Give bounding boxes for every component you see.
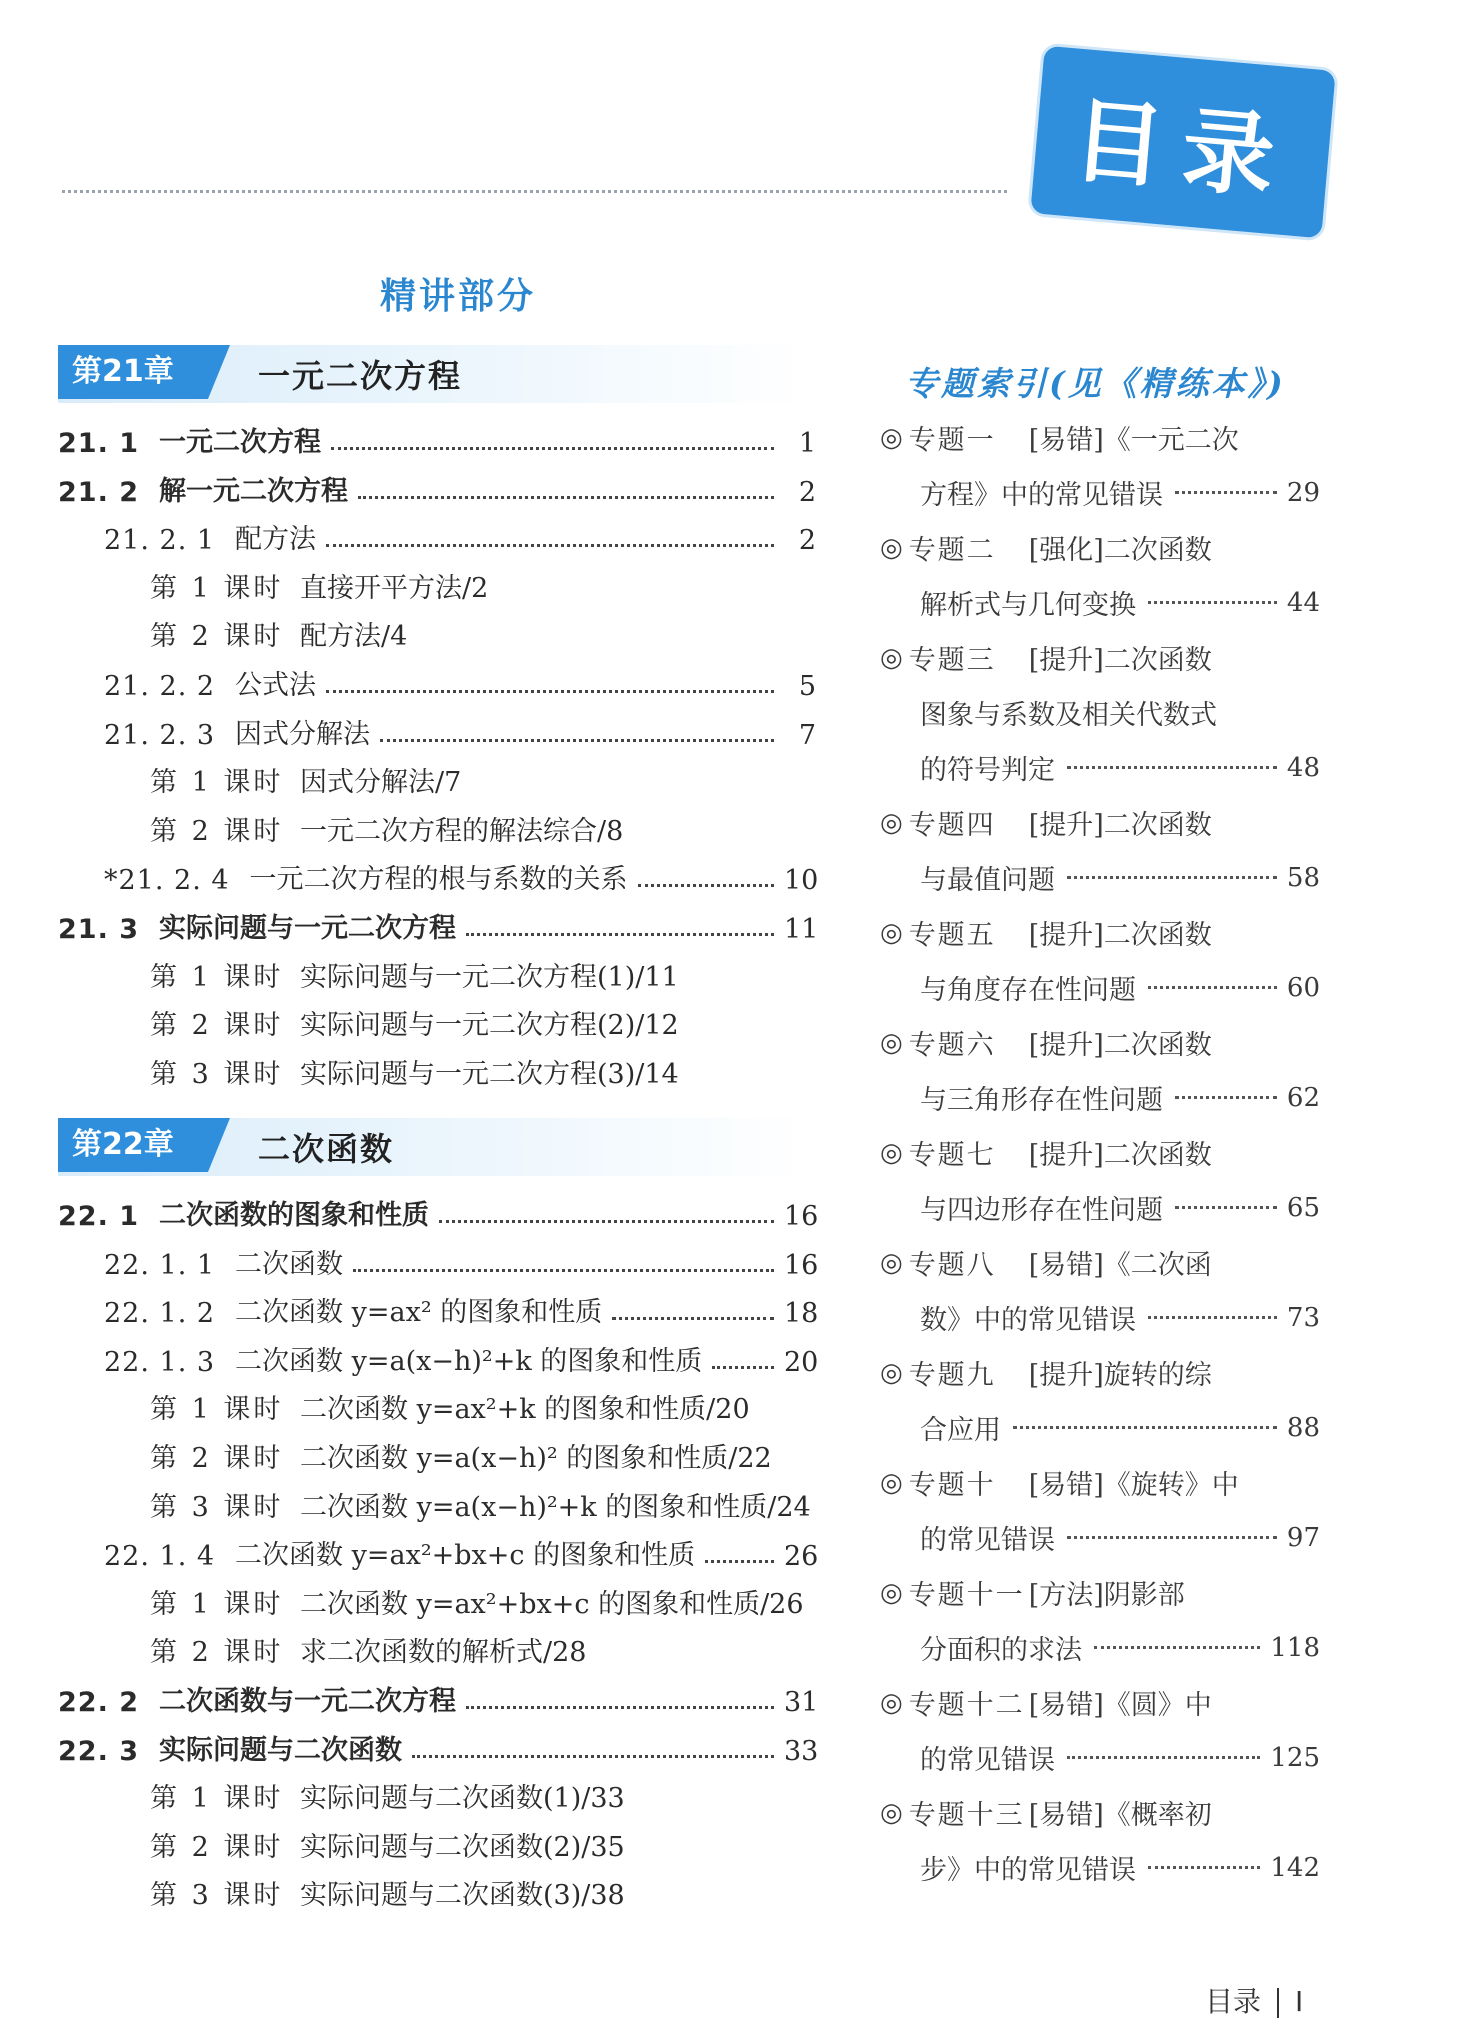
topic-page-number: 73	[1286, 1302, 1320, 1333]
toc-subsection-entry[interactable]	[104, 1283, 819, 1330]
entry-number: *21. 2. 4	[104, 865, 230, 897]
entry-number: 22. 1. 1	[104, 1249, 216, 1281]
lesson-title: 直接开平方法/2	[300, 572, 489, 604]
toc-lesson-entry[interactable]	[150, 1623, 850, 1669]
topic-title-line: [提升]二次函数	[1028, 1030, 1212, 1061]
topic-label: 专题六	[908, 1030, 996, 1061]
topic-page-number: 88	[1286, 1412, 1320, 1443]
toc-section-entry[interactable]	[58, 413, 816, 459]
topic-label: 专题五	[908, 920, 996, 951]
chapter-badge-slant	[208, 345, 230, 399]
lesson-label: 第 1 课时	[150, 767, 284, 799]
entry-title: 二次函数的图象和性质	[159, 1200, 430, 1231]
chapter-title: 二次函数	[258, 1130, 395, 1168]
dot-leader	[1067, 876, 1277, 879]
topic-title-line: [易错]《圆》中	[1028, 1690, 1212, 1721]
topic-title-line: [强化]二次函数	[1028, 535, 1212, 566]
lesson-label: 第 3 课时	[150, 1491, 284, 1523]
topic-page-number: 142	[1270, 1852, 1320, 1883]
entry-title: 二次函数与一元二次方程	[159, 1686, 457, 1717]
dot-leader	[1013, 1426, 1277, 1429]
topic-index-item[interactable]	[880, 1345, 1320, 1455]
entry-page-number: 2	[798, 476, 816, 508]
toc-subsection-entry[interactable]	[104, 705, 816, 751]
dot-leader	[705, 1560, 774, 1563]
topic-page-number: 44	[1286, 587, 1320, 618]
chapter-badge-slant	[208, 1118, 230, 1172]
lesson-label: 第 2 课时	[150, 621, 284, 653]
dot-leader	[1148, 1316, 1277, 1319]
entry-page-number: 18	[784, 1298, 819, 1330]
entry-page-number: 7	[798, 719, 816, 751]
toc-subsection-entry[interactable]	[104, 850, 819, 897]
topic-title-line: [易错]《一元二次	[1028, 425, 1239, 456]
dot-leader	[1148, 1866, 1260, 1869]
topic-title-line: 的常见错误	[920, 1525, 1055, 1556]
lesson-label: 第 3 课时	[150, 1058, 284, 1090]
entry-number: 22. 2	[58, 1687, 140, 1718]
entry-title: 公式法	[235, 670, 317, 701]
lesson-label: 第 1 课时	[150, 1588, 284, 1620]
topic-page-number: 48	[1286, 752, 1320, 783]
dot-leader	[439, 1220, 774, 1223]
topic-label: 专题八	[908, 1250, 996, 1281]
topic-page-number: 58	[1286, 862, 1320, 893]
lesson-label: 第 2 课时	[150, 1831, 284, 1863]
topic-page-number: 65	[1286, 1192, 1320, 1223]
entry-title: 配方法	[235, 524, 317, 556]
dot-leader	[612, 1317, 774, 1320]
bullet-icon: ◎	[880, 1577, 903, 1608]
bullet-icon: ◎	[880, 422, 903, 453]
footer-separator	[1277, 1988, 1279, 2018]
toc-lesson-entry[interactable]	[150, 1866, 850, 1912]
page-footer	[1205, 1980, 1303, 2020]
bullet-icon: ◎	[880, 1467, 903, 1498]
dot-leader	[1175, 1096, 1277, 1099]
dot-leader	[1067, 1756, 1260, 1759]
dot-leader	[466, 933, 774, 936]
topic-title-line: [提升]二次函数	[1028, 645, 1212, 676]
lesson-label: 第 2 课时	[150, 1637, 284, 1669]
chapter-title: 一元二次方程	[258, 357, 463, 395]
entry-number: 21. 2. 1	[104, 525, 216, 557]
topic-index	[880, 410, 1320, 1895]
entry-number: 21. 2. 3	[104, 719, 216, 751]
chapter-badge: 第21章	[58, 345, 208, 399]
entry-title: 一元二次方程	[159, 427, 322, 458]
entry-number: 21. 3	[58, 914, 140, 945]
topic-label: 专题四	[908, 810, 996, 841]
lesson-title: 实际问题与一元二次方程(1)/11	[300, 961, 679, 993]
topic-label: 专题二	[908, 535, 996, 566]
entry-title: 实际问题与一元二次方程	[159, 913, 457, 944]
entry-page-number: 16	[784, 1201, 819, 1232]
topic-index-item[interactable]	[880, 1235, 1320, 1345]
entry-page-number: 5	[798, 671, 816, 702]
entry-title: 二次函数	[235, 1248, 344, 1280]
lesson-title: 实际问题与二次函数(2)/35	[300, 1831, 625, 1863]
bullet-icon: ◎	[880, 1687, 903, 1718]
topic-title-line: [方法]阴影部	[1028, 1580, 1185, 1611]
toc-lesson-entry[interactable]	[150, 1429, 850, 1475]
lesson-title: 实际问题与一元二次方程(3)/14	[300, 1058, 679, 1090]
topic-label: 专题三	[908, 645, 996, 676]
entry-page-number: 10	[784, 865, 819, 897]
topic-title-line: 合应用	[920, 1415, 1001, 1446]
entry-number: 22. 1. 2	[104, 1298, 216, 1330]
topic-index-title: 专题索引(见《精练本》)	[905, 364, 1286, 403]
toc-lesson-entry[interactable]	[150, 1478, 850, 1524]
bullet-icon: ◎	[880, 1027, 903, 1058]
topic-index-item[interactable]	[880, 1455, 1320, 1565]
topic-title-line: [提升]二次函数	[1028, 810, 1212, 841]
bullet-icon: ◎	[880, 917, 903, 948]
dot-leader	[358, 496, 774, 499]
entry-number: 22. 3	[58, 1735, 140, 1767]
chapter-header	[58, 345, 810, 403]
toc-subsection-entry[interactable]	[104, 1332, 819, 1378]
toc-lesson-entry[interactable]	[150, 1380, 850, 1426]
toc-lesson-entry[interactable]	[150, 996, 850, 1042]
lesson-title: 实际问题与二次函数(1)/33	[300, 1783, 625, 1815]
topic-index-item[interactable]	[880, 520, 1320, 630]
lesson-label: 第 2 课时	[150, 815, 284, 847]
topic-index-item[interactable]	[880, 795, 1320, 905]
entry-number: 22. 1. 3	[104, 1346, 216, 1378]
topic-title-line: [提升]旋转的综	[1028, 1360, 1212, 1391]
entry-page-number: 20	[784, 1346, 819, 1378]
topic-index-item[interactable]	[880, 1125, 1320, 1235]
topic-index-item[interactable]	[880, 905, 1320, 1015]
bullet-icon: ◎	[880, 807, 903, 838]
topic-index-item[interactable]	[880, 1785, 1320, 1895]
entry-page-number: 33	[784, 1735, 819, 1767]
footer-label: 目录	[1205, 1985, 1262, 2018]
bullet-icon: ◎	[880, 1247, 903, 1278]
lesson-title: 二次函数 y=a(x−h)²+k 的图象和性质/24	[300, 1491, 811, 1523]
entry-page-number: 1	[798, 428, 816, 459]
dot-leader	[380, 739, 774, 742]
lesson-label: 第 1 课时	[150, 572, 284, 604]
lesson-label: 第 1 课时	[150, 1394, 284, 1426]
toc-lesson-entry[interactable]	[150, 1769, 850, 1815]
topic-title-line: 数》中的常见错误	[920, 1305, 1136, 1336]
entry-title: 二次函数 y=ax²+bx+c 的图象和性质	[235, 1540, 696, 1572]
topic-label: 专题九	[908, 1360, 996, 1391]
dot-leader	[1067, 1536, 1277, 1539]
dot-leader	[1094, 1646, 1260, 1649]
topic-title-line: 的常见错误	[920, 1745, 1055, 1776]
lesson-label: 第 1 课时	[150, 1783, 284, 1815]
entry-number: 22. 1	[58, 1201, 140, 1232]
topic-title-line: [易错]《概率初	[1028, 1800, 1212, 1831]
topic-title-line: 步》中的常见错误	[920, 1855, 1136, 1886]
toc-subsection-entry[interactable]	[104, 1235, 819, 1281]
dot-leader	[712, 1366, 774, 1369]
dot-leader	[1175, 491, 1277, 494]
topic-page-number: 62	[1286, 1082, 1320, 1113]
bullet-icon: ◎	[880, 1137, 903, 1168]
lesson-title: 实际问题与一元二次方程(2)/12	[300, 1010, 679, 1042]
footer-page-number: I	[1295, 1985, 1304, 2018]
chapter-header	[58, 1118, 810, 1176]
dot-leader	[1148, 601, 1277, 604]
bullet-icon: ◎	[880, 532, 903, 563]
topic-label: 专题十三	[908, 1800, 1025, 1831]
dot-leader	[466, 1706, 774, 1709]
toc-subsection-entry[interactable]	[104, 510, 816, 556]
topic-label: 专题一	[908, 425, 996, 456]
entry-title: 因式分解法	[235, 718, 371, 750]
bullet-icon: ◎	[880, 642, 903, 673]
lesson-title: 求二次函数的解析式/28	[300, 1637, 587, 1669]
topic-title-line: 分面积的求法	[920, 1635, 1082, 1666]
toc-lesson-entry[interactable]	[150, 607, 850, 653]
toc-section-entry[interactable]	[58, 1186, 819, 1232]
topic-title-line: [提升]二次函数	[1028, 920, 1212, 951]
topic-page-number: 60	[1286, 972, 1320, 1003]
bullet-icon: ◎	[880, 1797, 903, 1828]
topic-index-item[interactable]	[880, 1565, 1320, 1675]
lesson-title: 一元二次方程的解法综合/8	[300, 815, 624, 847]
toc-lesson-entry[interactable]	[150, 948, 850, 994]
dot-leader	[326, 690, 774, 693]
dot-leader	[1175, 1206, 1277, 1209]
topic-index-item[interactable]	[880, 630, 1320, 795]
lesson-title: 配方法/4	[300, 621, 408, 653]
topic-page-number: 118	[1270, 1632, 1320, 1663]
entry-number: 21. 1	[58, 428, 140, 459]
topic-title-line: 与最值问题	[920, 865, 1055, 896]
toc-subsection-entry[interactable]	[104, 1526, 819, 1573]
toc-lesson-entry[interactable]	[150, 1045, 850, 1091]
toc-section-entry[interactable]	[58, 462, 816, 508]
dot-leader	[331, 447, 774, 450]
topic-title-line: [提升]二次函数	[1028, 1140, 1212, 1171]
toc-lesson-entry[interactable]	[150, 1575, 850, 1621]
entry-title: 一元二次方程的根与系数的关系	[249, 864, 628, 896]
entry-page-number: 11	[784, 914, 819, 945]
topic-page-number: 125	[1270, 1742, 1320, 1773]
dot-leader	[638, 884, 774, 887]
topic-index-item[interactable]	[880, 1015, 1320, 1125]
entry-number: 22. 1. 4	[104, 1541, 216, 1573]
topic-label: 专题七	[908, 1140, 996, 1171]
topic-title-line: 与三角形存在性问题	[920, 1085, 1163, 1116]
lesson-label: 第 3 课时	[150, 1880, 284, 1912]
dot-leader	[1067, 766, 1277, 769]
topic-label: 专题十一	[908, 1580, 1025, 1611]
topic-title-line: 方程》中的常见错误	[920, 480, 1163, 511]
toc-lesson-entry[interactable]	[150, 1818, 850, 1864]
dot-leader	[326, 544, 774, 547]
topic-page-number: 97	[1286, 1522, 1320, 1553]
entry-number: 21. 2. 2	[104, 671, 216, 702]
entry-page-number: 26	[784, 1541, 819, 1573]
toc-lesson-entry[interactable]	[150, 753, 850, 799]
toc-logo: 目录	[1030, 46, 1336, 239]
entry-title: 二次函数 y=a(x−h)²+k 的图象和性质	[235, 1345, 703, 1377]
lesson-label: 第 2 课时	[150, 1443, 284, 1474]
entry-number: 21. 2	[58, 476, 140, 508]
chapter-badge: 第22章	[58, 1118, 208, 1172]
toc-subsection-entry[interactable]	[104, 656, 816, 702]
dot-leader	[1148, 986, 1277, 989]
dot-leader	[412, 1755, 774, 1758]
toc-lesson-entry[interactable]	[150, 802, 850, 848]
entry-title: 二次函数 y=ax² 的图象和性质	[235, 1297, 603, 1329]
lesson-title: 因式分解法/7	[300, 767, 462, 799]
entry-title: 解一元二次方程	[159, 475, 349, 507]
toc-lesson-entry[interactable]	[150, 559, 850, 605]
topic-title-line: 解析式与几何变换	[920, 590, 1136, 621]
topic-index-item[interactable]	[880, 1675, 1320, 1785]
header-divider	[62, 190, 1007, 193]
entry-page-number: 16	[784, 1249, 819, 1281]
bullet-icon: ◎	[880, 1357, 903, 1388]
topic-title-line: 与角度存在性问题	[920, 975, 1136, 1006]
topic-title-line: 与四边形存在性问题	[920, 1195, 1163, 1226]
topic-index-item[interactable]	[880, 410, 1320, 520]
lesson-title: 二次函数 y=ax²+k 的图象和性质/20	[300, 1394, 750, 1426]
entry-title: 实际问题与二次函数	[159, 1734, 403, 1766]
lesson-title: 二次函数 y=ax²+bx+c 的图象和性质/26	[300, 1588, 804, 1620]
entry-page-number: 2	[798, 525, 816, 557]
lesson-title: 实际问题与二次函数(3)/38	[300, 1880, 625, 1912]
topic-title-line: 图象与系数及相关代数式	[920, 700, 1217, 731]
topic-label: 专题十二	[908, 1690, 1025, 1721]
lesson-title: 二次函数 y=a(x−h)² 的图象和性质/22	[300, 1443, 772, 1474]
section-title: 精讲部分	[380, 275, 537, 317]
topic-title-line: [易错]《旋转》中	[1028, 1470, 1239, 1501]
topic-title-line: [易错]《二次函	[1028, 1250, 1212, 1281]
toc-section-entry[interactable]	[58, 899, 819, 945]
entry-page-number: 31	[784, 1687, 819, 1718]
toc-section-entry[interactable]	[58, 1721, 819, 1767]
toc-section-entry[interactable]	[58, 1672, 819, 1718]
lesson-label: 第 1 课时	[150, 961, 284, 993]
lesson-label: 第 2 课时	[150, 1010, 284, 1042]
dot-leader	[353, 1269, 774, 1272]
topic-page-number: 29	[1286, 477, 1320, 508]
topic-title-line: 的符号判定	[920, 755, 1055, 786]
topic-label: 专题十	[908, 1470, 996, 1501]
